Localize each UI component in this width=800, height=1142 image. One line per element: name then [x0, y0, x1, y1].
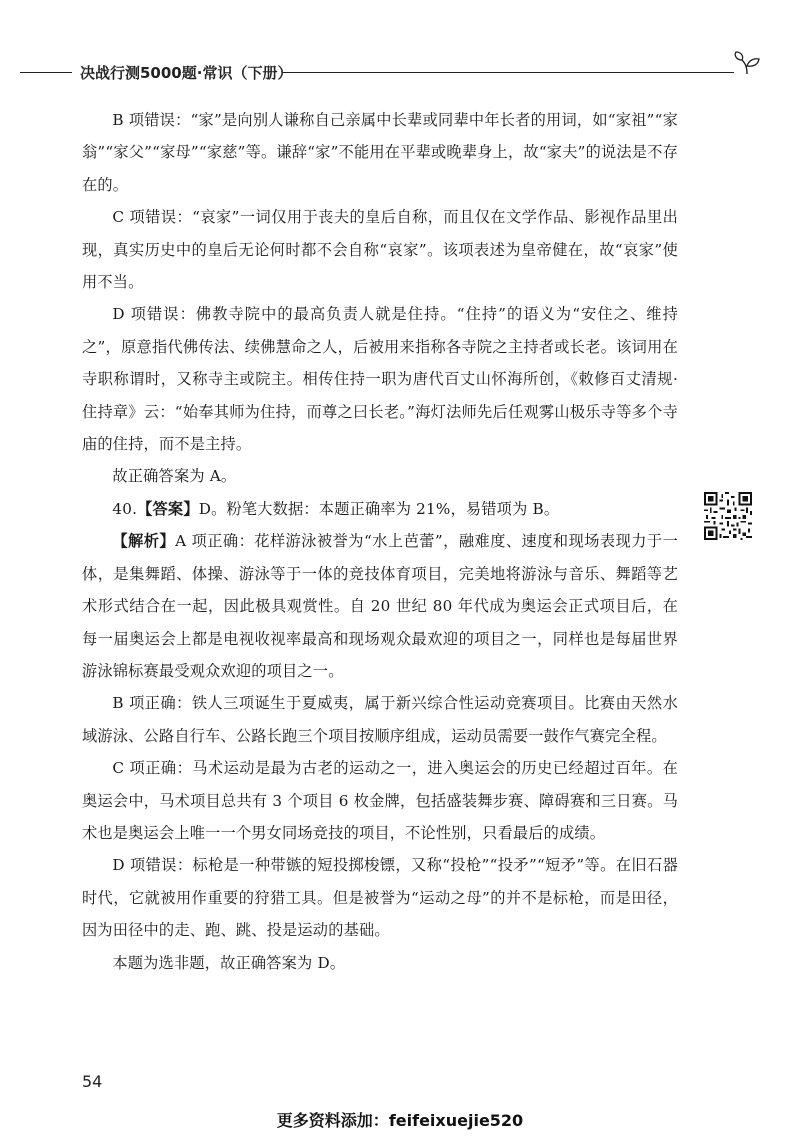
page-number: 54	[82, 1072, 103, 1091]
running-header	[0, 58, 800, 88]
leaf-sprout-icon	[732, 48, 762, 78]
footer-contact	[0, 1108, 800, 1131]
book-title: 决战行测5000题·常识（下册）	[80, 64, 293, 82]
footer-label: 更多资料添加：	[276, 1111, 389, 1130]
paragraph-option-b-triathlon: B 项正确：铁人三项诞生于夏威夷，属于新兴综合性运动竞赛项目。比赛由天然水域游泳、公路自行车、公路长跑三个项目按顺序组成，运动员需要一鼓作气赛完全程。	[82, 694, 678, 745]
answer-text: D。粉笔大数据：本题正确率为 21%，易错项为 B。	[198, 499, 560, 518]
analysis-text: A 项正确：花样游泳被誉为“水上芭蕾”，融难度、速度和现场表现力于一体，是集舞蹈、体操、游泳等于一体的竞技体育项目，完美地将游泳与音乐、舞蹈等艺术形式结合在一起，因此极具观赏性。自 20 世纪 80 年代成为奥运会正式项目后，在每一届奥运会上都是电视收视率最高和现场观众最欢迎的项目之一，同样也是每届世界游泳锦标赛最受观众欢迎的项目之一。	[82, 532, 678, 680]
page-body	[82, 104, 678, 979]
paragraph-conclusion: 故正确答案为 A。	[112, 467, 237, 486]
footer-handle: feifeixuejie520	[388, 1111, 524, 1130]
paragraph-option-c-equestrian: C 项正确：马术运动是最为古老的运动之一，进入奥运会的历史已经超过百年。在奥运会中，马术项目总共有 3 个项目 6 枚金牌，包括盛装舞步赛、障碍赛和三日赛。马术也是奥运会上唯一一个男女同场竞技的项目，不论性别，只看最后的成绩。	[82, 759, 678, 842]
header-rule-right	[282, 72, 734, 73]
paragraph-option-b: B 项错误：“家”是向别人谦称自己亲属中长辈或同辈中年长者的用词，如“家祖”“家翁”“家父”“家母”“家慈”等。谦辞“家”不能用在平辈或晚辈身上，故“家夫”的说法是不存在的。	[82, 111, 678, 194]
question-40-analysis	[82, 525, 678, 687]
answer-tag: 【答案】	[137, 499, 199, 518]
header-rule-left	[20, 72, 72, 73]
question-number: 40.	[112, 499, 138, 518]
paragraph-final-answer: 本题为选非题，故正确答案为 D。	[112, 953, 346, 972]
paragraph-option-c: C 项错误：“哀家”一词仅用于丧夫的皇后自称，而且仅在文学作品、影视作品里出现，真实历史中的皇后无论何时都不会自称“哀家”。该项表述为皇帝健在，故“哀家”使用不当。	[82, 208, 678, 292]
paragraph-option-d-javelin: D 项错误：标枪是一种带镞的短投掷梭镖，又称“投枪”“投矛”“短矛”等。在旧石器时代，它就被用作重要的狩猎工具。但是被誉为“运动之母”的并不是标枪，而是田径，因为田径中的走、跑、跳、投是运动的基础。	[82, 856, 678, 940]
analysis-tag: 【解析】	[112, 532, 176, 551]
paragraph-option-d: D 项错误：佛教寺院中的最高负责人就是住持。“住持”的语义为“安住之、维持之”，原意指代佛传法、续佛慧命之人，后被用来指称各寺院之主持者或长老。该词用在寺职称谓时，又称寺主或院主。相传住持一职为唐代百丈山怀海所创，《敕修百丈清规·住持章》云：“始奉其师为住持，而尊之曰长老。”海灯法师先后任观雾山极乐寺等多个寺庙的住持，而不是主持。	[82, 305, 678, 454]
question-40-answer	[82, 493, 678, 525]
qr-code-icon[interactable]	[704, 492, 752, 540]
